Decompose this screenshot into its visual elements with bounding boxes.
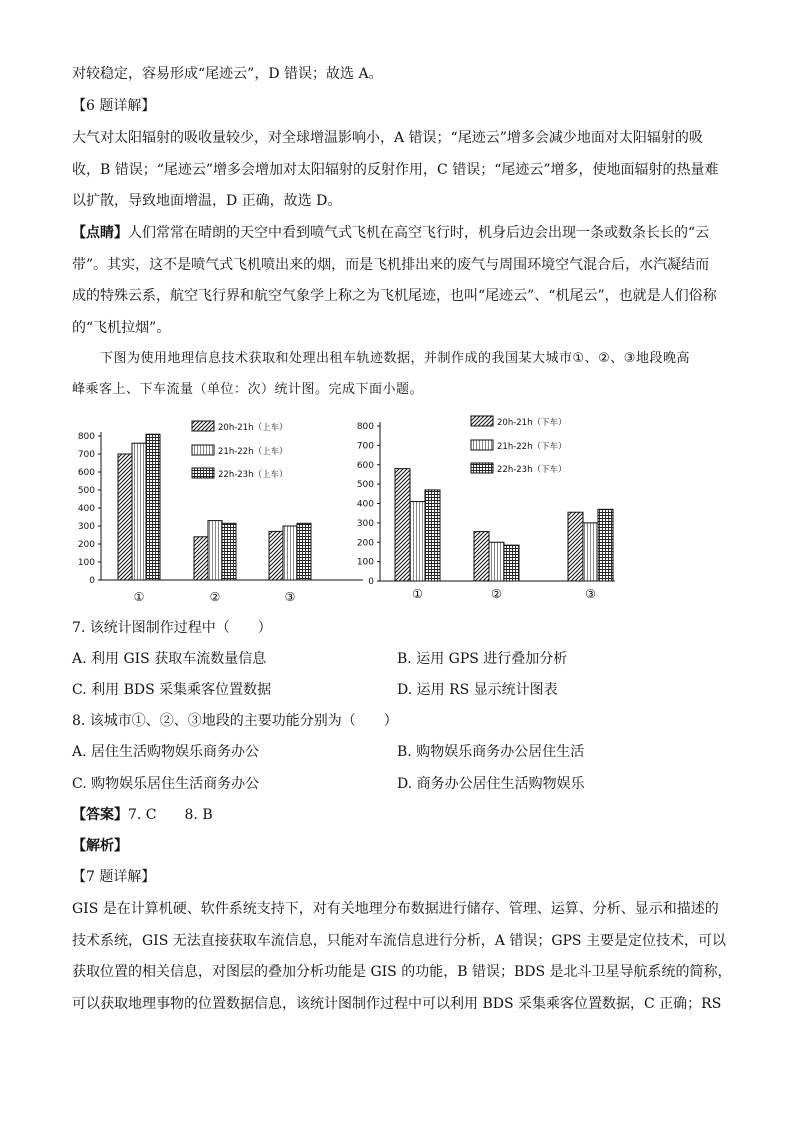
category-label: ③ bbox=[284, 590, 296, 604]
dianjing-line-3: 成的特殊云系，航空飞行界和航空气象学上称之为飞机尾迹，也叫“尾迹云”、“机尾云”，也就是人们俗称 bbox=[72, 288, 717, 304]
q6-line-1: 大气对太阳辐射的吸收量较少，对全球增温影响小，A 错误；“尾迹云”增多会减少地面对太阳辐射的吸 bbox=[72, 130, 703, 146]
analysis-line-4: 可以获取地理事物的位置数据信息，该统计图制作过程中可以利用 BDS 采集乘客位置数据，C 正确；RS bbox=[72, 996, 722, 1012]
bar-boarding-s1-c3 bbox=[269, 531, 283, 580]
q8-option-c[interactable]: C. 购物娱乐居住生活商务办公 bbox=[72, 776, 260, 792]
legend-label: 21h-22h（上车） bbox=[218, 447, 288, 457]
alighting-chart bbox=[357, 416, 615, 601]
y-tick-label: 200 bbox=[77, 540, 95, 550]
chart-figure bbox=[70, 406, 630, 606]
bar-boarding-s2-c2 bbox=[208, 521, 222, 580]
q8-question: 8. 该城市①、②、③地段的主要功能分别为（ ） bbox=[72, 713, 398, 729]
category-label: ② bbox=[491, 587, 502, 601]
y-tick-label: 0 bbox=[89, 576, 95, 586]
dianjing-line-4: 的“飞机拉烟”。 bbox=[72, 320, 171, 336]
bar-alighting-s3-c1 bbox=[425, 490, 440, 581]
bar-alighting-s3-c2 bbox=[504, 545, 519, 581]
bar-alighting-s1-c1 bbox=[395, 469, 410, 581]
legend-swatch bbox=[192, 421, 214, 431]
bar-alighting-s3-c3 bbox=[598, 509, 613, 581]
q8-option-d[interactable]: D. 商务办公居住生活购物娱乐 bbox=[397, 776, 585, 792]
category-label: ① bbox=[133, 590, 145, 604]
stem-line-1: 下图为使用地理信息技术获取和处理出租车轨迹数据，并制作成的我国某大城市①、②、③地段晚高 bbox=[100, 351, 690, 366]
analysis-tag: 【解析】 bbox=[72, 838, 128, 854]
y-tick-label: 100 bbox=[77, 558, 95, 568]
q7-option-c[interactable]: C. 利用 BDS 采集乘客位置数据 bbox=[72, 682, 272, 698]
legend-label: 21h-22h（下车） bbox=[497, 442, 567, 452]
y-tick-label: 300 bbox=[77, 522, 95, 532]
dianjing-line-2: 带”。其实，这不是喷气式飞机喷出来的烟，而是飞机排出来的废气与周围环境空气混合后，水汽凝结而 bbox=[72, 257, 710, 273]
legend-swatch bbox=[192, 468, 214, 478]
dianjing-text-1: 人们常常在晴朗的天空中看到喷气式飞机在高空飞行时，机身后边会出现一条或数条长长的“云 bbox=[128, 225, 710, 241]
bar-boarding-s1-c2 bbox=[194, 537, 208, 580]
bar-boarding-s3-c1 bbox=[146, 434, 160, 580]
q7-option-b[interactable]: B. 运用 GPS 进行叠加分析 bbox=[397, 651, 568, 667]
legend-label: 20h-21h（上车） bbox=[218, 423, 288, 433]
q7-question: 7. 该统计图制作过程中（ ） bbox=[72, 620, 272, 636]
y-tick-label: 500 bbox=[356, 480, 374, 491]
bar-alighting-s2-c3 bbox=[583, 523, 598, 581]
answer-line bbox=[72, 805, 213, 825]
q8-option-b[interactable]: B. 购物娱乐商务办公居住生活 bbox=[397, 744, 585, 760]
legend-swatch bbox=[471, 416, 493, 426]
category-label: ③ bbox=[585, 587, 596, 601]
y-tick-label: 500 bbox=[77, 486, 95, 496]
q7-option-d[interactable]: D. 运用 RS 显示统计图表 bbox=[397, 682, 558, 698]
analysis-line-1: GIS 是在计算机硬、软件系统支持下，对有关地理分布数据进行储存、管理、运算、分析、显示和描述的 bbox=[72, 901, 719, 917]
category-label: ② bbox=[209, 590, 221, 604]
y-tick-label: 200 bbox=[356, 538, 374, 549]
legend-swatch bbox=[471, 440, 493, 450]
q7-option-a[interactable]: A. 利用 GIS 获取车流数量信息 bbox=[72, 651, 267, 667]
bar-boarding-s2-c1 bbox=[132, 443, 146, 580]
bar-boarding-s2-c3 bbox=[283, 526, 297, 580]
y-tick-label: 800 bbox=[356, 422, 374, 432]
boarding-chart bbox=[78, 421, 363, 604]
y-tick-label: 100 bbox=[356, 557, 374, 568]
legend-label: 20h-21h（下车） bbox=[497, 418, 567, 428]
analysis-line-3: 获取位置的相关信息，对图层的叠加分析功能是 GIS 的功能，B 错误；BDS 是北斗卫星导航系统的简称， bbox=[72, 964, 732, 980]
y-tick-label: 600 bbox=[356, 460, 374, 471]
answer-value: 7. C 8. B bbox=[128, 807, 213, 823]
y-tick-label: 400 bbox=[356, 499, 374, 510]
y-tick-label: 700 bbox=[356, 441, 374, 452]
stem-line-2: 峰乘客上、下车流量（单位：次）统计图。完成下面小题。 bbox=[72, 382, 424, 397]
y-tick-label: 0 bbox=[368, 577, 374, 587]
intro-line: 对较稳定，容易形成“尾迹云”，D 错误；故选 A。 bbox=[72, 66, 383, 82]
legend-label: 22h-23h（上车） bbox=[218, 470, 288, 480]
dianjing-line-1 bbox=[72, 223, 709, 243]
bar-boarding-s3-c2 bbox=[222, 523, 236, 580]
legend-swatch bbox=[192, 445, 214, 455]
bar-boarding-s1-c1 bbox=[118, 454, 132, 580]
q6-line-2: 收，B 错误；“尾迹云”增多会增加对太阳辐射的反射作用，C 错误；“尾迹云”增多，使地面辐射的热量难 bbox=[72, 162, 719, 178]
y-tick-label: 300 bbox=[356, 518, 374, 529]
q7-detail-heading: 【7 题详解】 bbox=[72, 869, 156, 885]
y-tick-label: 400 bbox=[77, 504, 95, 514]
answer-tag: 【答案】 bbox=[72, 807, 128, 823]
bar-alighting-s1-c3 bbox=[568, 512, 583, 581]
y-tick-label: 600 bbox=[77, 468, 95, 478]
q6-line-3: 以扩散，导致地面增温，D 正确，故选 D。 bbox=[72, 193, 342, 209]
analysis-line-2: 技术系统，GIS 无法直接获取车流信息，只能对车流信息进行分析，A 错误；GPS 主要是定位技术，可以 bbox=[72, 933, 726, 949]
y-tick-label: 700 bbox=[77, 450, 95, 460]
bar-alighting-s2-c1 bbox=[410, 502, 425, 581]
q6-heading: 【6 题详解】 bbox=[72, 98, 156, 114]
legend-label: 22h-23h（下车） bbox=[497, 465, 567, 475]
dianjing-tag: 【点睛】 bbox=[72, 225, 128, 241]
bar-alighting-s1-c2 bbox=[474, 532, 489, 581]
bar-boarding-s3-c3 bbox=[297, 523, 311, 580]
bar-alighting-s2-c2 bbox=[489, 542, 504, 581]
q8-option-a[interactable]: A. 居住生活购物娱乐商务办公 bbox=[72, 744, 260, 760]
y-tick-label: 800 bbox=[77, 432, 95, 442]
category-label: ① bbox=[412, 587, 423, 601]
legend-swatch bbox=[471, 463, 493, 473]
